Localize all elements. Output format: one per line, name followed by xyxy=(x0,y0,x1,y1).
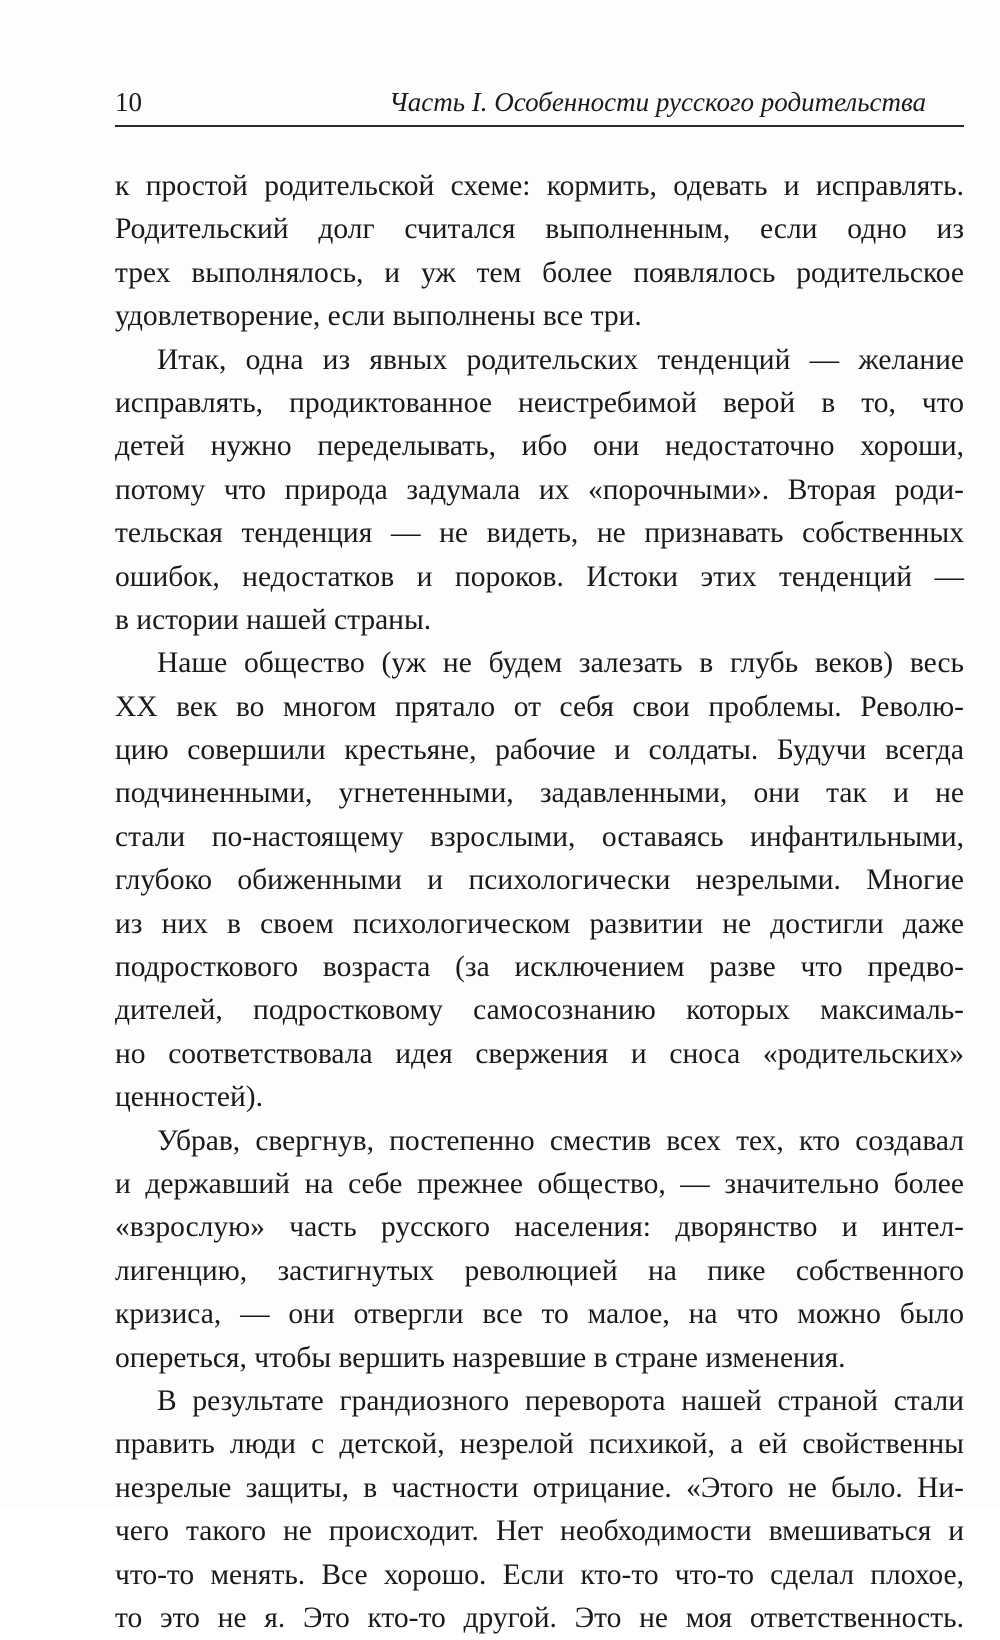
paragraph-first-line: В результате грандиозного переворота нашей страной стали xyxy=(157,1384,964,1417)
text-line: что-то менять. Все хорошо. Если кто-то что-то сделал плохое, xyxy=(115,1558,964,1591)
text-line: то это не я. Это кто-то другой. Это не моя ответственность. xyxy=(115,1601,964,1634)
text-line: подросткового возраста (за исключением разве что предво- xyxy=(115,951,964,984)
text-line: исправлять, продиктованное неистребимой верой в то, что xyxy=(115,386,964,419)
running-title: Часть I. Особенности русского родительства xyxy=(389,87,926,117)
text-line: XX век во многом прятало от себя свои проблемы. Револю- xyxy=(115,690,964,723)
text-line: подчиненными, угнетенными, задавленными, они так и не xyxy=(115,777,964,810)
text-line: в истории нашей страны. xyxy=(115,603,432,636)
text-line: «взрослую» часть русского населения: дворянство и интел- xyxy=(115,1211,964,1244)
text-line: детей нужно переделывать, ибо они недостаточно хороши, xyxy=(115,430,964,463)
text-line: править люди с детской, незрелой психикой, а ей свойственны xyxy=(115,1428,964,1461)
text-line: дителей, подростковому самосознанию которых максималь- xyxy=(115,994,964,1027)
text-line: тельская тенденция — не видеть, не признавать собственных xyxy=(115,517,964,550)
text-line: трех выполнялось, и уж тем более появлялось родительское xyxy=(115,256,964,289)
text-line: кризиса, — они отвергли все то малое, на что можно было xyxy=(115,1298,964,1331)
text-line: опереться, чтобы вершить назревшие в стране изменения. xyxy=(115,1341,846,1374)
text-line: чего такого не происходит. Нет необходимости вмешиваться и xyxy=(115,1515,964,1548)
running-header xyxy=(115,82,964,122)
text-line: но соответствовала идея свержения и сноса «родительских» xyxy=(115,1037,964,1070)
text-line: глубоко обиженными и психологически незрелыми. Многие xyxy=(115,864,964,897)
text-line: цию совершили крестьяне, рабочие и солдаты. Будучи всегда xyxy=(115,734,964,767)
page-number: 10 xyxy=(115,87,142,117)
text-line: ошибок, недостатков и пороков. Истоки этих тенденций — xyxy=(115,560,964,593)
text-line: стали по-настоящему взрослыми, оставаясь инфантильными, xyxy=(115,820,964,853)
header-divider xyxy=(115,125,964,127)
paragraph-first-line: Итак, одна из явных родительских тенденций — желание xyxy=(157,343,964,376)
text-line: незрелые защиты, в частности отрицание. «Этого не было. Ни- xyxy=(115,1471,964,1504)
text-line: и державший на себе прежнее общество, — значительно более xyxy=(115,1167,964,1200)
paragraph-first-line: Убрав, свергнув, постепенно сместив всех тех, кто создавал xyxy=(157,1124,964,1157)
text-line: потому что природа задумала их «порочными». Вторая роди- xyxy=(115,473,964,506)
text-line: ценностей). xyxy=(115,1081,264,1114)
text-line: лигенцию, застигнутых революцией на пике собственного xyxy=(115,1254,964,1287)
paragraph-first-line: Наше общество (уж не будем залезать в глубь веков) весь xyxy=(157,647,964,680)
body-text xyxy=(115,165,964,1640)
text-line: Родительский долг считался выполненным, если одно из xyxy=(115,213,964,246)
text-line: к простой родительской схеме: кормить, одевать и исправлять. xyxy=(115,170,964,202)
text-line: из них в своем психологическом развитии не достигли даже xyxy=(115,907,964,940)
text-line: удовлетворение, если выполнены все три. xyxy=(115,300,642,333)
